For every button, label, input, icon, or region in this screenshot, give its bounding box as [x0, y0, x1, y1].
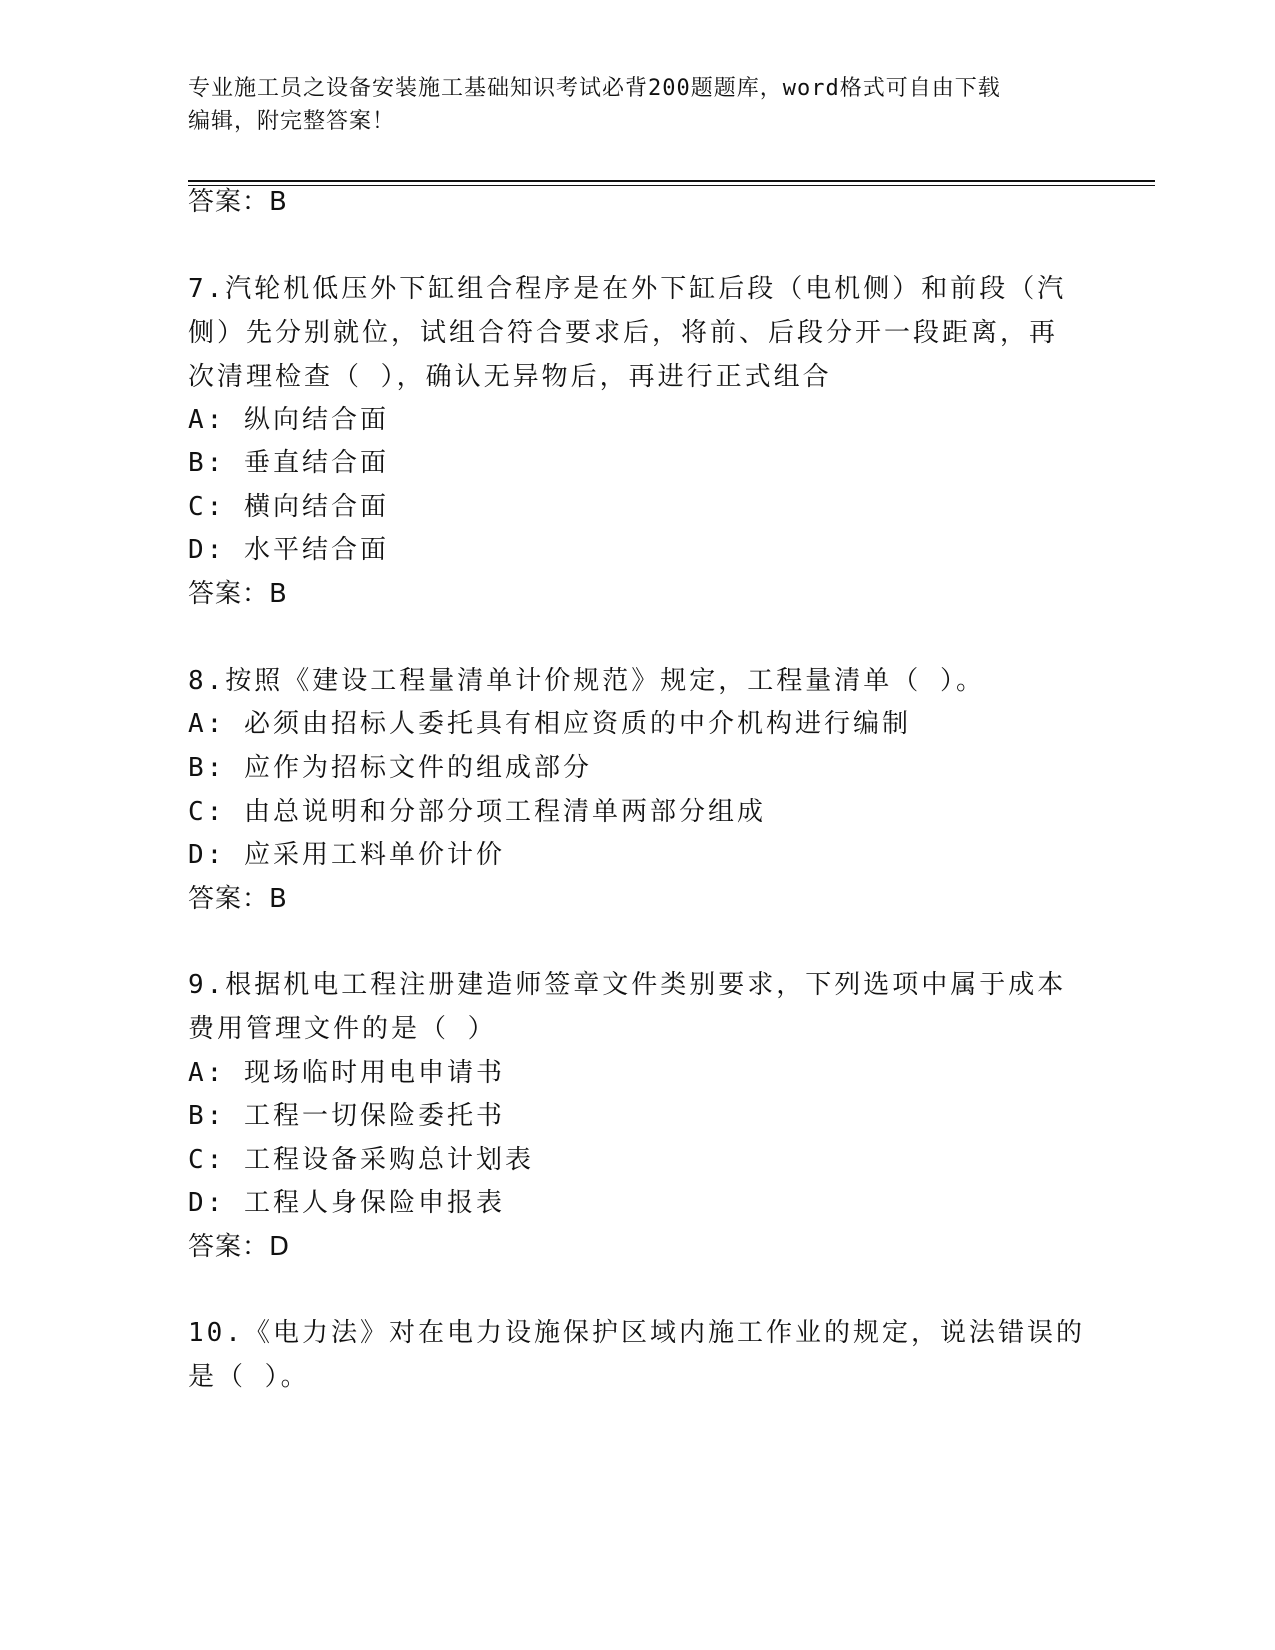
q7-option-d: D: 水平结合面: [188, 535, 389, 565]
q10-stem-line-1: 10.《电力法》对在电力设施保护区域内施工作业的规定，说法错误的: [188, 1318, 1085, 1348]
q7-stem-line-2: 侧）先分别就位，试组合符合要求后，将前、后段分开一段距离，再: [188, 318, 1059, 348]
q7-option-b: B: 垂直结合面: [188, 448, 389, 478]
q7-stem-line-3: 次清理检查（ ），确认无异物后，再进行正式组合: [188, 362, 832, 392]
answer-q7: 答案：B: [188, 579, 288, 609]
q9-option-b: B: 工程一切保险委托书: [188, 1101, 505, 1131]
header-line-2: 编辑，附完整答案！: [188, 109, 396, 134]
header-divider: [188, 180, 1155, 182]
answer-q9: 答案：D: [188, 1232, 291, 1262]
q7-option-c: C: 横向结合面: [188, 492, 389, 522]
q7-option-a: A: 纵向结合面: [188, 405, 389, 435]
answer-q6: 答案：B: [188, 187, 288, 217]
q10-stem-line-2: 是（ ）。: [188, 1362, 310, 1392]
q9-option-a: A: 现场临时用电申请书: [188, 1058, 505, 1088]
q8-stem-line-1: 8.按照《建设工程量清单计价规范》规定，工程量清单（ ）。: [188, 666, 985, 696]
header-divider-thin: [188, 185, 1155, 186]
q8-option-b: B: 应作为招标文件的组成部分: [188, 753, 592, 783]
q7-stem-line-1: 7.汽轮机低压外下缸组合程序是在外下缸后段（电机侧）和前段（汽: [188, 274, 1067, 304]
q9-option-d: D: 工程人身保险申报表: [188, 1188, 505, 1218]
header-line-1: 专业施工员之设备安装施工基础知识考试必背200题题库，word格式可自由下载: [188, 76, 1001, 101]
q9-stem-line-2: 费用管理文件的是（ ）: [188, 1014, 497, 1044]
q8-option-c: C: 由总说明和分部分项工程清单两部分组成: [188, 797, 766, 827]
q9-option-c: C: 工程设备采购总计划表: [188, 1145, 534, 1175]
q8-option-a: A: 必须由招标人委托具有相应资质的中介机构进行编制: [188, 709, 911, 739]
document-header: [188, 72, 1068, 138]
answer-q8: 答案：B: [188, 884, 288, 914]
q8-option-d: D: 应采用工料单价计价: [188, 840, 505, 870]
q9-stem-line-1: 9.根据机电工程注册建造师签章文件类别要求，下列选项中属于成本: [188, 970, 1067, 1000]
